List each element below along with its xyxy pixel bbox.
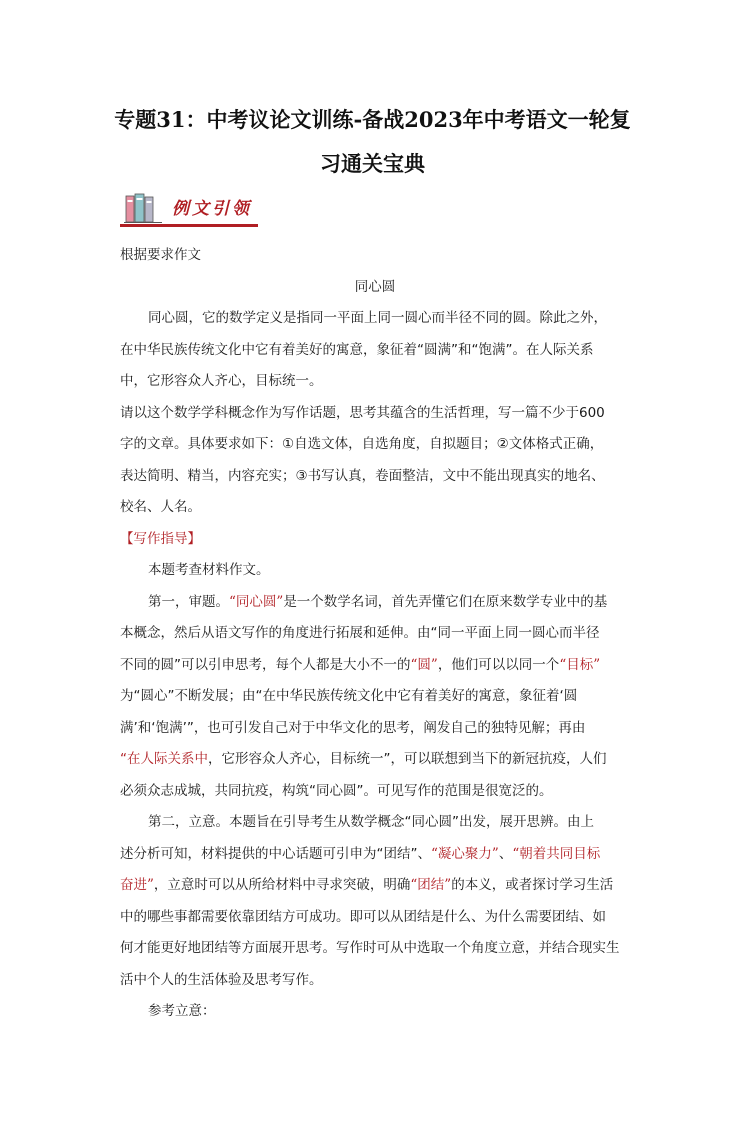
guide-line: 为“圆心”不断发展；由“在中华民族传统文化中它有着美好的寓意，象征着‘圆 [120, 688, 578, 704]
title-line-2: 习通关宝典 [320, 151, 425, 176]
prompt-paragraph-line: 同心圆，它的数学定义是指同一平面上同一圆心而半径不同的圆。除此之外， [148, 310, 607, 326]
highlighted-term: “朝着共同目标 [512, 845, 601, 862]
guide-line [120, 587, 630, 619]
highlighted-term: “在人际关系中 [120, 751, 208, 767]
section-banner [120, 188, 260, 230]
guide-text: 、 [498, 845, 513, 862]
guide-line: 活中个人的生活体验及思考写作。 [120, 971, 323, 988]
prompt-paragraph-line: 中，它形容众人齐心，目标统一。 [120, 373, 323, 389]
guide-text: 是一个数学名词，首先弄懂它们在原来数学专业中的基 [283, 593, 608, 610]
guide-line [120, 650, 630, 682]
document-title [110, 98, 635, 186]
highlighted-term: 奋进” [120, 877, 154, 893]
guide-text: 第一，审题。 [148, 593, 229, 610]
guide-line [120, 839, 630, 871]
requirements-line: 请以这个数学学科概念作为写作话题，思考其蕴含的生活哲理，写一篇不少于600 [120, 404, 605, 421]
guide-text: ，它形容众人齐心，目标统一”，可以联想到当下的新冠抗疫，人们 [208, 751, 607, 767]
guide-line [120, 870, 630, 902]
guide-line: 第二，立意。本题旨在引导考生从数学概念“同心圆”出发，展开思辨。由上 [148, 814, 594, 830]
books-icon [124, 192, 164, 224]
highlighted-term: “圆” [410, 656, 438, 673]
banner-label: 例文引领 [172, 199, 252, 219]
banner-underline [120, 224, 258, 227]
prompt-paragraph-line: 在中华民族传统文化中它有着美好的寓意，象征着“圆满”和“饱满”。在人际关系 [120, 341, 594, 358]
guide-line: 中的哪些事都需要依靠团结方可成功。即可以从团结是什么、为什么需要团结、如 [120, 908, 606, 925]
highlighted-term: “凝心聚力” [431, 845, 499, 862]
highlighted-term: “同心圆” [229, 593, 284, 610]
guide-line: 何才能更好地团结等方面展开思考。写作时可从中选取一个角度立意，并结合现实生 [120, 940, 620, 956]
highlighted-term: “目标” [559, 656, 601, 673]
guide-text: 的本义，或者探讨学习生活 [451, 877, 614, 893]
guide-line: 本概念，然后从语文写作的角度进行拓展和延伸。由“同一平面上同一圆心而半径 [120, 625, 600, 641]
guide-line: 满’和‘饱满’”，也可引发自己对于中华文化的思考，阐发自己的独特见解；再由 [120, 719, 586, 736]
reference-idea-label: 参考立意： [148, 1003, 216, 1019]
title-line-1: 专题31：中考议论文训练-备战2023年中考语文一轮复 [114, 107, 631, 132]
requirements-line: 校名、人名。 [120, 499, 201, 515]
guide-text: ，他们可以以同一个 [437, 656, 560, 673]
requirements-line: 字的文章。具体要求如下：①自选文体，自选角度，自拟题目；②文体格式正确， [120, 436, 604, 452]
writing-guide-heading: 【写作指导】 [120, 530, 201, 547]
essay-title: 同心圆 [354, 278, 396, 295]
highlighted-term: “团结” [410, 877, 452, 893]
requirements-line: 表达简明、精当，内容充实；③书写认真，卷面整洁，文中不能出现真实的地名、 [120, 467, 605, 484]
document-body [120, 240, 630, 1028]
guide-text: 述分析可知，材料提供的中心话题可引申为“团结”、 [120, 845, 431, 862]
guide-line [120, 744, 630, 776]
guide-text: ，立意时可以从所给材料中寻求突破，明确 [153, 877, 411, 893]
guide-line: 必须众志成城，共同抗疫，构筑“同心圆”。可见写作的范围是很宽泛的。 [120, 782, 553, 799]
guide-text: 不同的圆”可以引申思考，每个人都是大小不一的 [120, 656, 411, 673]
guide-line: 本题考查材料作文。 [148, 562, 270, 578]
prompt-intro: 根据要求作文 [120, 247, 201, 263]
